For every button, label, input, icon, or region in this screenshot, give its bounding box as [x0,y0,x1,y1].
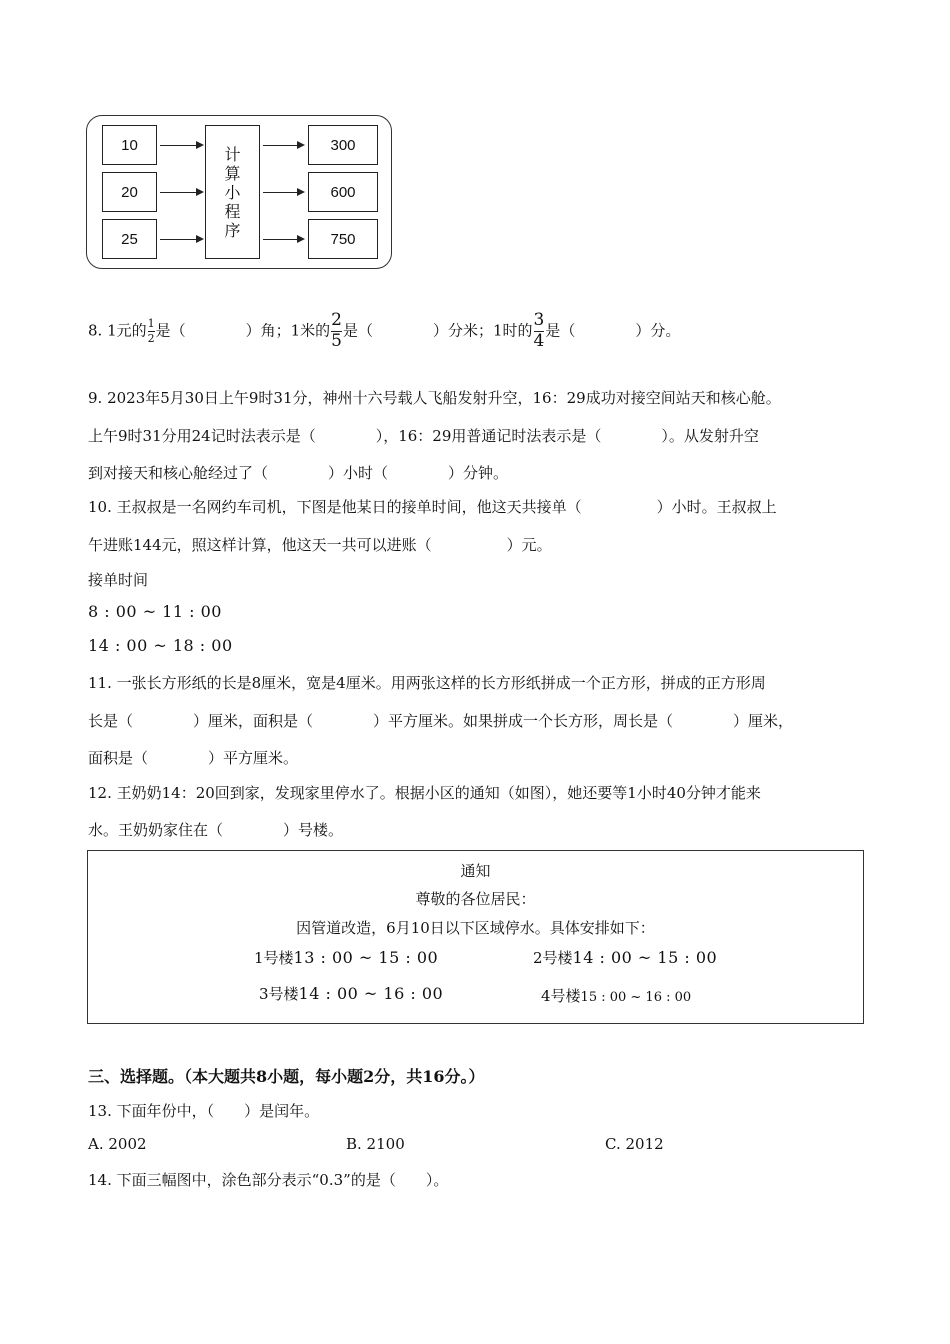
question-10-line-1: 10. 王叔叔是一名网约车司机，下图是他某日的接单时间，他这天共接单（ ）小时。王叔叔上 [88,498,777,516]
question-13-option-c[interactable]: C. 2012 [605,1135,664,1153]
question-12-line-1: 12. 王奶奶14：20回到家，发现家里停水了。根据小区的通知（如图），她还要等1小时40分钟才能来 [88,784,761,802]
question-9-line-3: 到对接天和核心舱经过了（ ）小时（ ）分钟。 [88,464,509,482]
question-8: 8. 1元的 $\frac{1}{2}$ 是（ ）角；1米的 $\frac{2}{5}$ 是（ ）分米；1时的 $\frac{3}{4}$ 是（ ）分。 [88,310,681,351]
order-time-2: 14 : 00 ~ 18 : 00 [88,636,233,655]
input-box-2: 20 [102,172,157,212]
notice-greeting: 尊敬的各位居民： [415,890,536,908]
output-box-1: 300 [308,125,378,165]
program-char: 小 [224,182,241,202]
question-11-line-1: 11. 一张长方形纸的长是8厘米，宽是4厘米。用两张这样的长方形纸拼成一个正方形，拼成的正方形周 [88,674,766,692]
arrow-out-2 [263,192,303,193]
notice-title: 通知 [460,862,491,880]
fraction-3-4: $\frac{3}{4}$ [533,310,545,351]
input-box-3: 25 [102,219,157,259]
arrow-out-3 [263,239,303,240]
arrow-out-1 [263,145,303,146]
program-char: 计 [224,144,241,164]
notice-building-3: 3号楼14 : 00 ~ 16 : 00 [259,984,444,1003]
question-11-line-3: 面积是（ ）平方厘米。 [88,749,299,767]
question-10-line-2: 午进账144元，照这样计算，他这天一共可以进账（ ）元。 [88,536,552,554]
program-char: 程 [224,201,241,221]
arrow-in-2 [160,192,202,193]
question-9-line-2: 上午9时31分用24记时法表示是（ ），16：29用普通记时法表示是（ ）。从发射升空 [88,427,759,445]
question-12-line-2: 水。王奶奶家住在（ ）号楼。 [88,821,344,839]
arrow-in-3 [160,239,202,240]
fraction-1-2: $\frac{1}{2}$ [147,317,155,345]
notice-building-4: 4号楼15 : 00 ~ 16 : 00 [541,987,692,1005]
input-box-1: 10 [102,125,157,165]
output-box-2: 600 [308,172,378,212]
question-11-line-2: 长是（ ）厘米，面积是（ ）平方厘米。如果拼成一个长方形，周长是（ ）厘米， [88,712,794,730]
order-time-1: 8 : 00 ~ 11 : 00 [88,602,222,621]
program-char: 序 [224,220,241,240]
notice-building-1: 1号楼13 : 00 ~ 15 : 00 [254,948,439,967]
question-13-option-a[interactable]: A. 2002 [88,1135,147,1153]
order-time-heading: 接单时间 [88,571,149,589]
question-9-line-1: 9. 2023年5月30日上午9时31分，神州十六号载人飞船发射升空，16：29成功对接空间站天和核心舱。 [88,389,781,407]
calculation-program-box [205,125,260,259]
output-box-3: 750 [308,219,378,259]
water-outage-notice [87,850,864,1024]
arrow-in-1 [160,145,202,146]
fraction-2-5: $\frac{2}{5}$ [331,310,342,351]
question-13-option-b[interactable]: B. 2100 [346,1135,405,1153]
notice-building-2: 2号楼14 : 00 ~ 15 : 00 [533,948,718,967]
program-char: 算 [224,163,241,183]
question-13-stem: 13. 下面年份中，（ ）是闰年。 [88,1102,320,1120]
section-3-title: 三、选择题。（本大题共8小题，每小题2分，共16分。） [88,1067,485,1086]
notice-body: 因管道改造，6月10日以下区域停水。具体安排如下： [296,919,655,937]
question-14-stem: 14. 下面三幅图中，涂色部分表示“0.3”的是（ ）。 [88,1171,449,1189]
